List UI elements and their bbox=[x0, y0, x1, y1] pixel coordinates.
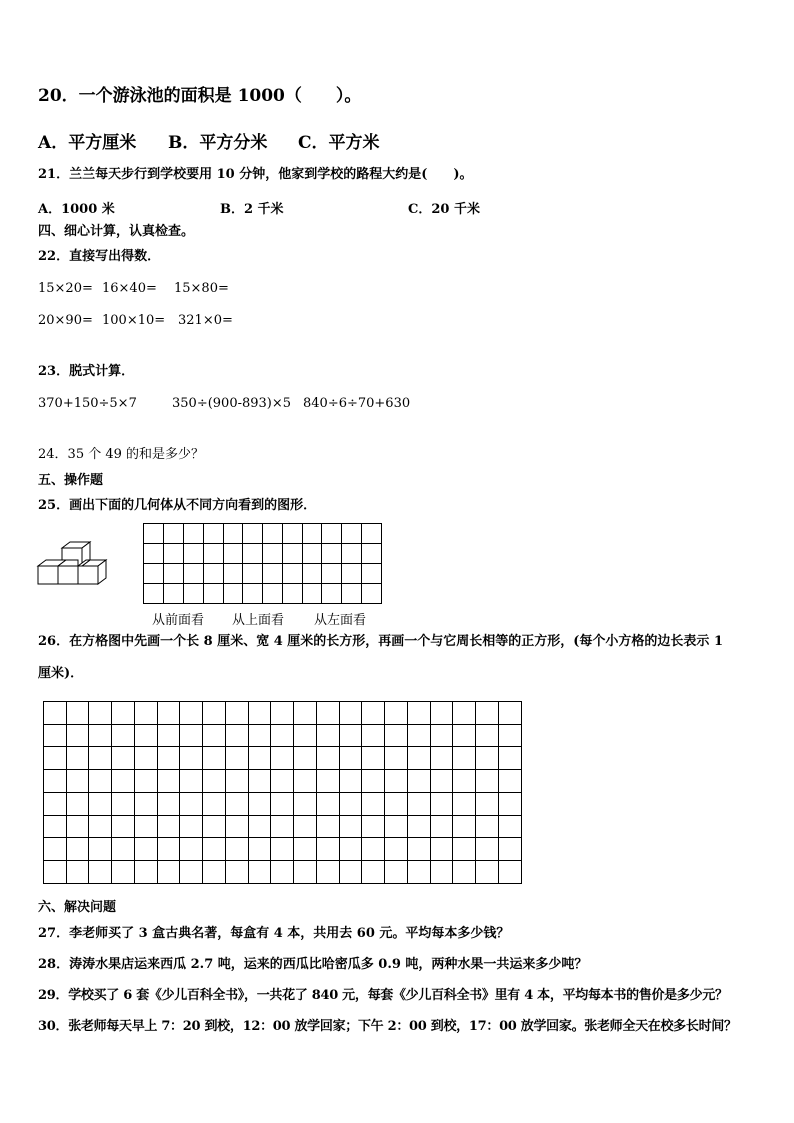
q22-text: 22．直接写出得数． bbox=[38, 249, 161, 264]
q30-text: 30．张老师每天早上 7：20 到校，12：00 放学回家；下午 2：00 到校，17：00 放学回家。张老师全天在校多长时间？ bbox=[38, 1019, 737, 1034]
q28-text: 28．涛涛水果店运来西瓜 2.7 吨，运来的西瓜比哈密瓜多 0.9 吨，两种水果一共运来多少吨？ bbox=[38, 957, 588, 972]
q26-drawing-grid[interactable] bbox=[43, 701, 522, 884]
q25-text: 25．画出下面的几何体从不同方向看到的图形． bbox=[38, 498, 317, 513]
q23-item: 840÷6÷70+630 bbox=[303, 396, 411, 411]
q23-item: 370+150÷5×7 bbox=[38, 396, 137, 411]
q27-text: 27．李老师买了 3 盒古典名著，每盒有 4 本，共用去 60 元。平均每本多少钱？ bbox=[38, 926, 510, 941]
q26-text-line1: 26．在方格图中先画一个长 8 厘米、宽 4 厘米的长方形，再画一个与它周长相等的正方形，(每个小方格的边长表示 1 bbox=[38, 634, 724, 649]
q23-item: 350÷(900-893)×5 bbox=[172, 396, 292, 411]
q22-item: 16×40= bbox=[102, 281, 157, 296]
q20-option-c: C．平方米 bbox=[298, 133, 380, 153]
view-label-left: 从左面看 bbox=[314, 613, 367, 628]
q21-text: 21．兰兰每天步行到学校要用 10 分钟，他家到学校的路程大约是( )。 bbox=[38, 167, 473, 182]
view-label-front: 从前面看 bbox=[152, 613, 205, 628]
view-label-top: 从上面看 bbox=[232, 613, 285, 628]
q25-drawing-grid[interactable] bbox=[143, 523, 382, 604]
section-5-heading: 五、操作题 bbox=[38, 473, 104, 488]
q22-item: 100×10= bbox=[102, 313, 166, 328]
q23-text: 23．脱式计算． bbox=[38, 364, 135, 379]
q20-option-a: A．平方厘米 bbox=[38, 133, 137, 153]
q29-text: 29．学校买了 6 套《少儿百科全书》，一共花了 840 元，每套《少儿百科全书》里有 4 本，平均每本书的售价是多少元？ bbox=[38, 988, 728, 1003]
q22-item: 15×20= bbox=[38, 281, 93, 296]
q21-option-c: C．20 千米 bbox=[408, 202, 480, 217]
q20-option-b: B．平方分米 bbox=[168, 133, 268, 153]
section-6-heading: 六、解决问题 bbox=[38, 900, 117, 915]
q22-item: 321×0= bbox=[178, 313, 233, 328]
section-4-heading: 四、细心计算，认真检查。 bbox=[38, 224, 195, 239]
q21-option-a: A．1000 米 bbox=[38, 202, 115, 217]
q20-text: 20．一个游泳池的面积是 1000（ ）。 bbox=[38, 86, 362, 106]
q22-item: 15×80= bbox=[174, 281, 229, 296]
q24-text: 24．35 个 49 的和是多少？ bbox=[38, 447, 205, 462]
q22-item: 20×90= bbox=[38, 313, 93, 328]
q21-option-b: B．2 千米 bbox=[220, 202, 284, 217]
cube-solid-figure bbox=[36, 540, 108, 590]
q26-text-line2: 厘米)． bbox=[38, 666, 84, 681]
